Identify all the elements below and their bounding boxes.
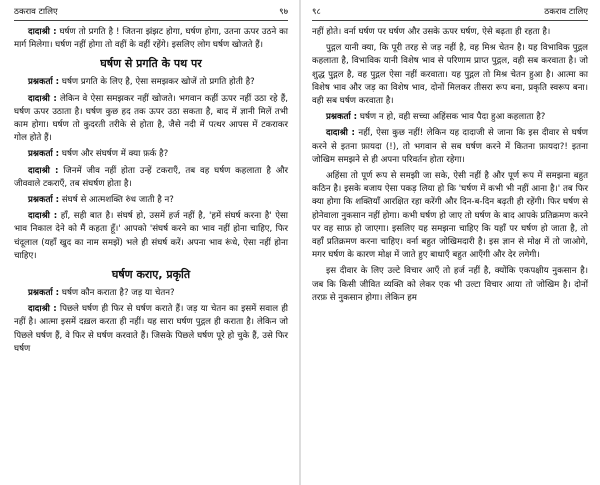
speaker-label: प्रश्नकर्ता :	[28, 288, 60, 299]
speaker-label: प्रश्नकर्ता :	[326, 112, 358, 123]
speaker-label: दादाश्री :	[326, 128, 355, 139]
speaker-label: दादाश्री :	[28, 211, 58, 222]
speaker-label: दादाश्री :	[28, 304, 57, 315]
left-paragraph-7	[14, 210, 288, 263]
speaker-label: दादाश्री :	[28, 27, 57, 37]
left-paragraph-4	[14, 148, 288, 161]
left-paragraph-1	[14, 26, 288, 52]
left-page-number: ९७	[279, 7, 288, 17]
paragraph-text: पिछले घर्षण ही फिर से घर्षण कराते हैं। जड़ या चेतन का इसमें सवाल ही नहीं है। आत्मा इसमें दख़ल करता ही नहीं। यह सारा घर्षण पुद्गल ही कराता है। लेकिन जो पिछले घर्षण हैं, वे फिर से घर्षण करवाते हैं। जिसके पिछले घर्षण पूरे हो चुके हैं, उसे फिर घर्षण	[14, 304, 288, 354]
right-running-header	[312, 7, 588, 21]
paragraph-text: घर्षण तो प्रगति है ! जितना झंझट होगा, घर्षण होगा, उतना ऊपर उठने का मार्ग मिलेगा। घर्षण नहीं होगा तो वहीं के वहीं रहेंगे। इसलिए लोग घर्षण खोजते हैं।	[14, 27, 288, 51]
paragraph-text: हाँ, सही बात है। संघर्ष हो, उसमें हर्ज नहीं है, 'हमें संघर्ष करना है' ऐसा भाव निकाल देने को मैं कहता हूँ।' आपको 'संघर्ष करने का भाव नहीं होना चाहिए, फिर चंदूलाल (यहाँ खुद का नाम समझें) भले ही संघर्ष करें। अपना भाव रूंधे, ऐसा नहीं होना चाहिए।	[14, 211, 288, 261]
right-paragraph-4	[312, 127, 588, 167]
paragraph-text: संघर्ष से आत्मशक्ति रुंध जाती है न?	[61, 195, 174, 206]
speaker-label: दादाश्री :	[28, 165, 59, 176]
left-paragraph-9	[14, 303, 288, 356]
right-paragraph-3	[312, 111, 588, 124]
paragraph-text: नहीं, ऐसा कुछ नहीं! लेकिन यह दादाजी से जाना कि इस दीवार से घर्षण करने से इतना फ़ायदा (!), तो भगवान से सब घर्षण करने में कितना फ़ायदा?! इतना जोखिम समझने से ही अपना परिवर्तन होता रहेगा।	[312, 128, 588, 165]
speaker-label: प्रश्नकर्ता :	[28, 149, 60, 160]
left-page	[0, 0, 298, 485]
paragraph-text: घर्षण प्रगति के लिए है, ऐसा समझकर खोजें तो प्रगति होती है?	[61, 77, 255, 88]
left-paragraph-3	[14, 93, 288, 146]
section-heading-2: घर्षण कराए, प्रकृति	[111, 268, 191, 282]
paragraph-text: जिनमें जीव नहीं होता उन्हें टकराएँ, तब वह घर्षण कहलाता है और जीववाले टकराएँ, तब संघर्षण होता है।	[14, 165, 288, 189]
left-header-title: ठकराव टालिए	[14, 7, 58, 17]
speaker-label: प्रश्नकर्ता :	[28, 195, 60, 206]
right-paragraph-5: अहिंसा तो पूर्ण रूप से समझी जा सके, ऐसी नहीं है और पूर्ण रूप में समझना बहुत कठिन है। इसके बजाय ऐसा पकड़ लिया हो कि 'घर्षण में कभी भी नहीं आना है।' तब फिर क्या होगा कि शक्तियाँ आरक्षित रहा करेंगी और दिन-ब-दिन बढ़ती ही रहेंगी। फिर घर्षण से होनेवाला नुकसान नहीं होगा। कभी घर्षण हो जाए तो घर्षण के बाद आपके प्रतिक्रमण करने पर वह साफ़ हो जाएगा। इसलिए यह समझना चाहिए कि यहाँ पर घर्षण हो जाता है, तो वहाँ प्रतिक्रमण करना चाहिए। वर्ना बहुत जोखिमदारी है। इस ज्ञान से मोक्ष में तो जाओगे, मगर घर्षण के कारण मोक्ष में जाते हुए बाधाएँ बहुत आएँगी और देर लगेगी।	[312, 171, 588, 261]
right-page-number: ९८	[312, 7, 321, 17]
paragraph-text: घर्षण न हो, वही सच्चा अहिंसक भाव पैदा हुआ कहलाता है?	[359, 112, 546, 123]
paragraph-text: घर्षण कौन कराता है? जड़ या चेतन?	[61, 288, 175, 299]
paragraph-text: घर्षण और संघर्षण में क्या फ़र्क है?	[61, 149, 169, 160]
left-paragraph-5	[14, 165, 288, 191]
book-gutter	[299, 0, 301, 485]
left-paragraph-2	[14, 76, 288, 89]
left-running-header	[14, 7, 288, 21]
right-page	[302, 0, 600, 485]
left-paragraph-8	[14, 287, 288, 300]
paragraph-text: लेकिन वे ऐसा समझकर नहीं खोजते। भगवान कहीं ऊपर नहीं उठा रहे हैं, घर्षण ऊपर उठाता है। घर्षण कुछ हद तक ऊपर उठा सकता है, बाद में ज्ञानी मिलें तभी काम होगा। घर्षण तो कुदरती तरीके से होता है, जैसे नदी में पत्थर आपस में टकराकर गोल होते हैं।	[14, 93, 288, 144]
right-header-title: ठकराव टालिए	[544, 7, 588, 17]
speaker-label: दादाश्री :	[28, 93, 57, 104]
left-paragraph-6	[14, 194, 288, 207]
right-paragraph-6: इस दीवार के लिए उल्टे विचार आएँ तो हर्ज नहीं है, क्योंकि एकपक्षीय नुकसान है। जब कि किसी जीवित व्यक्ति को लेकर एक भी उल्टा विचार आया तो जोखिम है। दोनों तरफ़ से नुकसान होगा। लेकिन हम	[312, 266, 588, 303]
right-paragraph-2: पुद्गल यानी क्या, कि पूरी तरह से जड़ नहीं है, वह मिश्र चेतन है। यह विभाविक पुद्गल कहलाता है, विभाविक यानी विशेष भाव से परिणाम प्राप्त पुद्गल, वही सब करवाता है। जो शुद्ध पुद्गल है, वह पुद्गल ऐसा नहीं करवाता। यह पुद्गल तो मिश्र चेतन हुआ है। आत्मा का विशेष भाव और जड़ का विशेष भाव, दोनों मिलकर तीसरा रूप बना, प्रकृति स्वरूप बना। वही सब घर्षण करवाता है।	[312, 43, 588, 107]
right-paragraph-1: नहीं होते। वर्ना घर्षण पर घर्षण और उसके ऊपर घर्षण, ऐसे बढ़ता ही रहता है।	[312, 27, 551, 37]
speaker-label: प्रश्नकर्ता :	[28, 77, 60, 88]
section-heading-1: घर्षण से प्रगति के पथ पर	[100, 57, 202, 71]
